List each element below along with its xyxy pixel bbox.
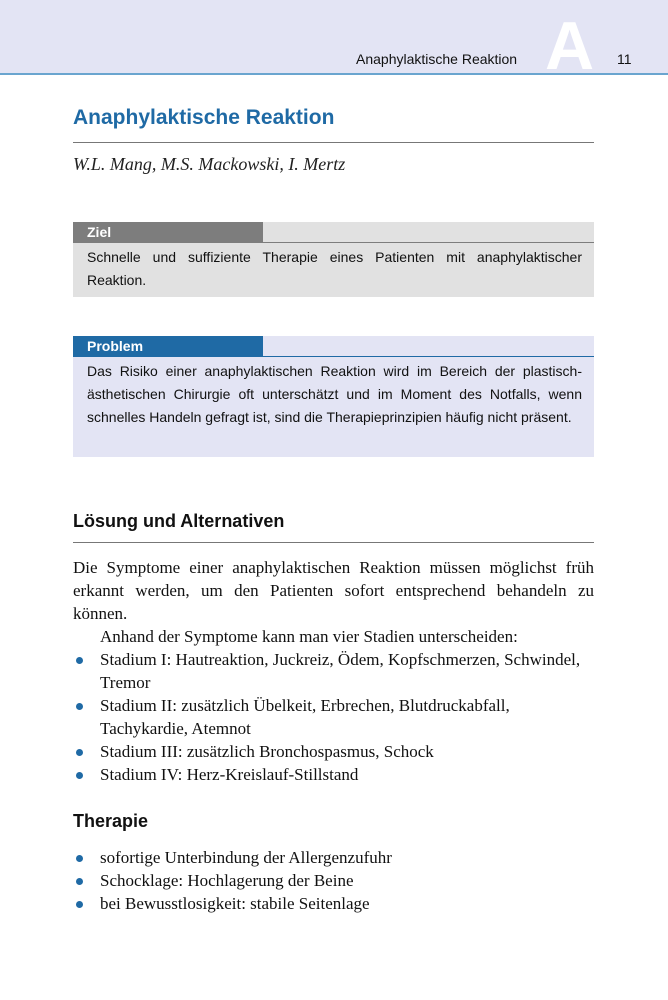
bullet-icon — [76, 749, 83, 756]
list-item: sofortige Unterbindung der Allergenzufuhr — [73, 846, 594, 869]
ziel-label-line — [263, 242, 594, 243]
chapter-letter: A — [545, 8, 595, 84]
section-heading-loesung: Lösung und Alternativen — [73, 511, 285, 531]
section-rule — [73, 542, 594, 543]
bullet-icon — [76, 772, 83, 779]
list-item: Stadium III: zusätzlich Bronchospasmus, Schock — [73, 740, 594, 763]
bullet-icon — [76, 901, 83, 908]
ziel-text: Schnelle und suffiziente Therapie eines Patienten mit anaphylaktischer Reaktion. — [87, 249, 582, 288]
stages-list — [73, 648, 594, 786]
ziel-label: Ziel — [73, 222, 263, 243]
problem-box — [73, 336, 594, 457]
section-heading-therapie: Therapie — [73, 811, 149, 831]
chapter-title: Anaphylaktische Reaktion — [73, 106, 335, 129]
bullet-icon — [76, 878, 83, 885]
problem-label-line — [263, 356, 594, 357]
list-item: Stadium I: Hautreaktion, Juckreiz, Ödem, Kopfschmerzen, Schwindel, Tremor — [73, 648, 594, 694]
page-number: 11 — [617, 51, 632, 67]
list-item: Stadium IV: Herz-Kreislauf-Stillstand — [73, 763, 594, 786]
intro-paragraph: Die Symptome einer anaphylaktischen Reaktion müssen möglichst früh erkannt werden, um den Patienten sofort entsprechend behandeln zu können. — [73, 558, 594, 623]
stages-lead: Anhand der Symptome kann man vier Stadien unterscheiden: — [100, 627, 518, 646]
bullet-icon — [76, 855, 83, 862]
title-rule — [73, 142, 594, 143]
running-title: Anaphylaktische Reaktion — [356, 51, 518, 67]
problem-label: Problem — [73, 336, 263, 357]
bullet-icon — [76, 703, 83, 710]
list-item: Schocklage: Hochlagerung der Beine — [73, 869, 594, 892]
bullet-icon — [76, 657, 83, 664]
list-item: bei Bewusstlosigkeit: stabile Seitenlage — [73, 892, 594, 915]
authors: W.L. Mang, M.S. Mackowski, I. Mertz — [73, 154, 346, 174]
problem-text: Das Risiko einer anaphylaktischen Reaktion wird im Bereich der plastisch-ästhetischen Chirurgie oft unterschätzt und im Moment des Notfalls, wenn schnelles Handeln gefragt ist, sind die Therapieprinzipien häufig nicht präsent. — [87, 363, 582, 425]
therapie-list — [73, 846, 594, 915]
list-item: Stadium II: zusätzlich Übelkeit, Erbrechen, Blutdruckabfall, Tachykardie, Atemnot — [73, 694, 594, 740]
ziel-box — [73, 222, 594, 297]
